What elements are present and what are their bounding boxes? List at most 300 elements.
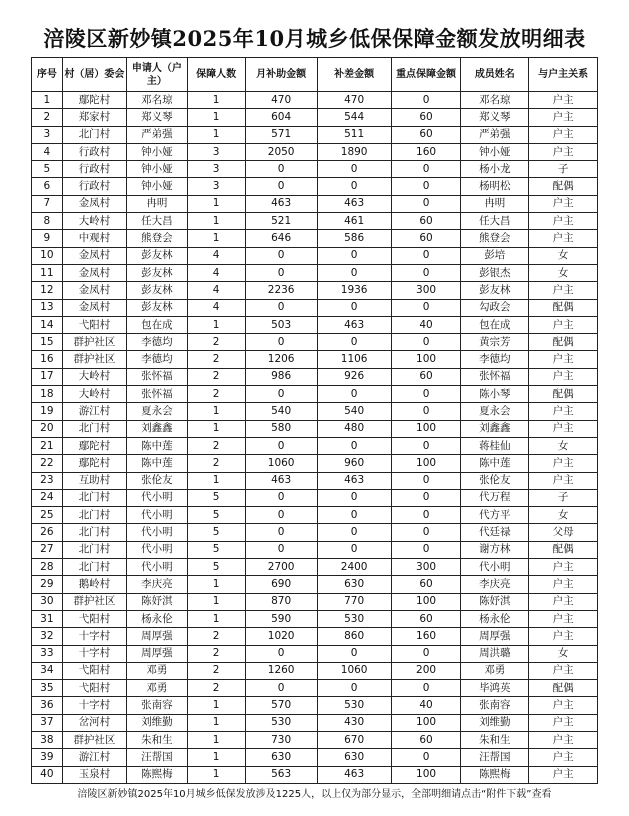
subsidy-cell: 521	[245, 213, 317, 230]
village-cell: 互助村	[62, 472, 127, 489]
key-cell: 0	[391, 472, 461, 489]
relation-cell: 女	[529, 507, 598, 524]
member-cell: 严弟强	[461, 126, 529, 143]
seq-cell: 29	[32, 576, 63, 593]
persons-cell: 2	[187, 628, 245, 645]
member-cell: 冉明	[461, 195, 529, 212]
member-cell: 杨永伦	[461, 610, 529, 627]
key-cell: 60	[391, 213, 461, 230]
seq-cell: 7	[32, 195, 63, 212]
subsidy-cell: 540	[245, 403, 317, 420]
relation-cell: 女	[529, 264, 598, 281]
applicant-cell: 刘维勤	[127, 714, 187, 731]
table-row	[32, 247, 598, 264]
relation-cell: 户主	[529, 731, 598, 748]
persons-cell: 2	[187, 334, 245, 351]
relation-cell: 户主	[529, 230, 598, 247]
key-cell: 60	[391, 731, 461, 748]
applicant-cell: 严弟强	[127, 126, 187, 143]
village-cell: 金凤村	[62, 195, 127, 212]
persons-cell: 2	[187, 437, 245, 454]
table-row	[32, 109, 598, 126]
key-cell: 100	[391, 593, 461, 610]
persons-cell: 3	[187, 178, 245, 195]
member-cell: 代廷禄	[461, 524, 529, 541]
subsidy-cell: 730	[245, 731, 317, 748]
relation-cell: 户主	[529, 576, 598, 593]
persons-cell: 2	[187, 680, 245, 697]
member-cell: 代小明	[461, 559, 529, 576]
subsidy-cell: 0	[245, 507, 317, 524]
member-cell: 勾政会	[461, 299, 529, 316]
applicant-cell: 陈妤淇	[127, 593, 187, 610]
relation-cell: 户主	[529, 126, 598, 143]
village-cell: 行政村	[62, 143, 127, 160]
applicant-cell: 刘鑫鑫	[127, 420, 187, 437]
subsidy-cell: 630	[245, 749, 317, 766]
village-cell: 北门村	[62, 507, 127, 524]
footer-row	[32, 783, 598, 801]
diff-cell: 0	[317, 161, 391, 178]
member-cell: 彭培	[461, 247, 529, 264]
subsidy-cell: 0	[245, 680, 317, 697]
applicant-cell: 李德均	[127, 351, 187, 368]
member-cell: 蒋桂仙	[461, 437, 529, 454]
relation-cell: 户主	[529, 213, 598, 230]
subsidy-cell: 0	[245, 334, 317, 351]
table-row	[32, 230, 598, 247]
page-title: 涪陵区新妙镇2025年10月城乡低保保障金额发放明细表	[43, 26, 586, 51]
subsidy-cell: 0	[245, 645, 317, 662]
village-cell: 北门村	[62, 524, 127, 541]
member-cell: 代方平	[461, 507, 529, 524]
member-cell: 周洪璐	[461, 645, 529, 662]
table-row	[32, 610, 598, 627]
seq-cell: 15	[32, 334, 63, 351]
seq-cell: 36	[32, 697, 63, 714]
key-cell: 0	[391, 749, 461, 766]
member-cell: 张怀福	[461, 368, 529, 385]
table-row	[32, 161, 598, 178]
diff-cell: 770	[317, 593, 391, 610]
key-cell: 0	[391, 645, 461, 662]
applicant-cell: 张怀福	[127, 368, 187, 385]
seq-cell: 12	[32, 282, 63, 299]
subsidy-cell: 0	[245, 437, 317, 454]
relation-cell: 户主	[529, 351, 598, 368]
member-cell: 熊登会	[461, 230, 529, 247]
key-cell: 160	[391, 143, 461, 160]
seq-cell: 32	[32, 628, 63, 645]
applicant-cell: 代小明	[127, 507, 187, 524]
village-cell: 群护社区	[62, 731, 127, 748]
relation-cell: 配偶	[529, 680, 598, 697]
subsidy-cell: 1260	[245, 662, 317, 679]
applicant-cell: 张伦友	[127, 472, 187, 489]
key-cell: 0	[391, 334, 461, 351]
key-cell: 0	[391, 437, 461, 454]
relation-cell: 户主	[529, 282, 598, 299]
member-cell: 代万程	[461, 489, 529, 506]
table-row	[32, 559, 598, 576]
key-cell: 160	[391, 628, 461, 645]
member-cell: 周厚强	[461, 628, 529, 645]
key-cell: 60	[391, 610, 461, 627]
village-cell: 大岭村	[62, 386, 127, 403]
seq-cell: 37	[32, 714, 63, 731]
seq-cell: 24	[32, 489, 63, 506]
relation-cell: 户主	[529, 316, 598, 333]
relation-cell: 配偶	[529, 541, 598, 558]
key-cell: 0	[391, 264, 461, 281]
village-cell: 行政村	[62, 178, 127, 195]
persons-cell: 1	[187, 230, 245, 247]
member-cell: 钟小娅	[461, 143, 529, 160]
col-key-header: 重点保障金额	[391, 58, 461, 92]
relation-cell: 户主	[529, 662, 598, 679]
diff-cell: 960	[317, 455, 391, 472]
applicant-cell: 任大昌	[127, 213, 187, 230]
village-cell: 十字村	[62, 645, 127, 662]
seq-cell: 34	[32, 662, 63, 679]
table-row	[32, 749, 598, 766]
diff-cell: 0	[317, 680, 391, 697]
member-cell: 李庆亮	[461, 576, 529, 593]
subsidy-cell: 0	[245, 161, 317, 178]
village-cell: 群护社区	[62, 351, 127, 368]
table-row	[32, 645, 598, 662]
table-row	[32, 680, 598, 697]
village-cell: 鹅岭村	[62, 576, 127, 593]
key-cell: 60	[391, 126, 461, 143]
table-row	[32, 593, 598, 610]
persons-cell: 1	[187, 403, 245, 420]
diff-cell: 463	[317, 195, 391, 212]
persons-cell: 1	[187, 126, 245, 143]
relation-cell: 户主	[529, 143, 598, 160]
table-row	[32, 195, 598, 212]
persons-cell: 2	[187, 386, 245, 403]
applicant-cell: 邓勇	[127, 662, 187, 679]
key-cell: 0	[391, 299, 461, 316]
relation-cell: 户主	[529, 403, 598, 420]
applicant-cell: 朱和生	[127, 731, 187, 748]
diff-cell: 0	[317, 507, 391, 524]
persons-cell: 1	[187, 593, 245, 610]
subsidy-cell: 0	[245, 247, 317, 264]
seq-cell: 25	[32, 507, 63, 524]
key-cell: 40	[391, 316, 461, 333]
diff-cell: 1890	[317, 143, 391, 160]
member-cell: 任大昌	[461, 213, 529, 230]
persons-cell: 1	[187, 714, 245, 731]
relation-cell: 户主	[529, 109, 598, 126]
diff-cell: 530	[317, 610, 391, 627]
table-row	[32, 489, 598, 506]
subsidy-cell: 2236	[245, 282, 317, 299]
table-row	[32, 282, 598, 299]
village-cell: 北门村	[62, 541, 127, 558]
seq-cell: 23	[32, 472, 63, 489]
diff-cell: 540	[317, 403, 391, 420]
applicant-cell: 包在成	[127, 316, 187, 333]
persons-cell: 3	[187, 161, 245, 178]
village-cell: 弋阳村	[62, 662, 127, 679]
persons-cell: 4	[187, 282, 245, 299]
applicant-cell: 陈中莲	[127, 455, 187, 472]
diff-cell: 1060	[317, 662, 391, 679]
table-row	[32, 351, 598, 368]
applicant-cell: 彭友林	[127, 299, 187, 316]
persons-cell: 5	[187, 524, 245, 541]
persons-cell: 5	[187, 541, 245, 558]
applicant-cell: 张怀福	[127, 386, 187, 403]
subsidy-cell: 563	[245, 766, 317, 783]
relation-cell: 户主	[529, 559, 598, 576]
village-cell: 玉泉村	[62, 766, 127, 783]
col-seq-header: 序号	[32, 58, 63, 92]
table-row	[32, 143, 598, 160]
village-cell: 游江村	[62, 749, 127, 766]
seq-cell: 5	[32, 161, 63, 178]
key-cell: 100	[391, 766, 461, 783]
member-cell: 陈熙梅	[461, 766, 529, 783]
persons-cell: 4	[187, 247, 245, 264]
subsidy-cell: 0	[245, 264, 317, 281]
subsidy-cell: 604	[245, 109, 317, 126]
relation-cell: 户主	[529, 714, 598, 731]
table-row	[32, 368, 598, 385]
persons-cell: 1	[187, 92, 245, 109]
table-row	[32, 507, 598, 524]
applicant-cell: 邓名琼	[127, 92, 187, 109]
col-subsidy-header: 月补助金额	[245, 58, 317, 92]
subsidy-cell: 0	[245, 299, 317, 316]
member-cell: 杨明松	[461, 178, 529, 195]
persons-cell: 5	[187, 507, 245, 524]
relation-cell: 配偶	[529, 334, 598, 351]
member-cell: 陈小琴	[461, 386, 529, 403]
diff-cell: 0	[317, 524, 391, 541]
table-row	[32, 714, 598, 731]
table-row	[32, 455, 598, 472]
table-row	[32, 731, 598, 748]
table-row	[32, 472, 598, 489]
relation-cell: 户主	[529, 195, 598, 212]
table-row	[32, 334, 598, 351]
key-cell: 0	[391, 403, 461, 420]
relation-cell: 户主	[529, 766, 598, 783]
member-cell: 彭银杰	[461, 264, 529, 281]
seq-cell: 28	[32, 559, 63, 576]
relation-cell: 女	[529, 437, 598, 454]
relation-cell: 子	[529, 161, 598, 178]
relation-cell: 女	[529, 645, 598, 662]
persons-cell: 1	[187, 472, 245, 489]
col-diff-header: 补差金额	[317, 58, 391, 92]
table-row	[32, 437, 598, 454]
persons-cell: 2	[187, 645, 245, 662]
village-cell: 金凤村	[62, 264, 127, 281]
header-row	[32, 58, 598, 92]
key-cell: 100	[391, 455, 461, 472]
subsidy-cell: 690	[245, 576, 317, 593]
persons-cell: 4	[187, 264, 245, 281]
member-cell: 张南容	[461, 697, 529, 714]
village-cell: 中观村	[62, 230, 127, 247]
member-cell: 刘鑫鑫	[461, 420, 529, 437]
village-cell: 大岭村	[62, 368, 127, 385]
applicant-cell: 郑义琴	[127, 109, 187, 126]
village-cell: 北门村	[62, 489, 127, 506]
seq-cell: 30	[32, 593, 63, 610]
diff-cell: 461	[317, 213, 391, 230]
village-cell: 郑家村	[62, 109, 127, 126]
seq-cell: 38	[32, 731, 63, 748]
key-cell: 0	[391, 92, 461, 109]
applicant-cell: 李庆亮	[127, 576, 187, 593]
applicant-cell: 代小明	[127, 524, 187, 541]
seq-cell: 27	[32, 541, 63, 558]
village-cell: 金凤村	[62, 299, 127, 316]
relation-cell: 户主	[529, 472, 598, 489]
persons-cell: 1	[187, 109, 245, 126]
member-cell: 陈中莲	[461, 455, 529, 472]
diff-cell: 586	[317, 230, 391, 247]
applicant-cell: 代小明	[127, 541, 187, 558]
subsidy-cell: 2050	[245, 143, 317, 160]
member-cell: 毕鸿英	[461, 680, 529, 697]
subsidy-cell: 530	[245, 714, 317, 731]
relation-cell: 户主	[529, 368, 598, 385]
subsidy-cell: 0	[245, 386, 317, 403]
seq-cell: 1	[32, 92, 63, 109]
diff-cell: 860	[317, 628, 391, 645]
member-cell: 黄宗芳	[461, 334, 529, 351]
relation-cell: 户主	[529, 92, 598, 109]
persons-cell: 4	[187, 299, 245, 316]
relation-cell: 子	[529, 489, 598, 506]
subsidy-cell: 870	[245, 593, 317, 610]
subsidy-cell: 0	[245, 489, 317, 506]
persons-cell: 2	[187, 368, 245, 385]
key-cell: 300	[391, 559, 461, 576]
persons-cell: 2	[187, 662, 245, 679]
diff-cell: 0	[317, 489, 391, 506]
applicant-cell: 钟小娅	[127, 143, 187, 160]
member-cell: 谢方林	[461, 541, 529, 558]
member-cell: 朱和生	[461, 731, 529, 748]
seq-cell: 17	[32, 368, 63, 385]
persons-cell: 1	[187, 749, 245, 766]
key-cell: 200	[391, 662, 461, 679]
subsidy-cell: 503	[245, 316, 317, 333]
member-cell: 汪帮国	[461, 749, 529, 766]
seq-cell: 2	[32, 109, 63, 126]
relation-cell: 女	[529, 247, 598, 264]
village-cell: 北门村	[62, 559, 127, 576]
table-row	[32, 576, 598, 593]
applicant-cell: 彭友林	[127, 264, 187, 281]
persons-cell: 5	[187, 489, 245, 506]
village-cell: 游江村	[62, 403, 127, 420]
table-row	[32, 213, 598, 230]
member-cell: 张伦友	[461, 472, 529, 489]
col-village-header: 村（居）委会	[62, 58, 127, 92]
relation-cell: 户主	[529, 628, 598, 645]
col-persons-header: 保障人数	[187, 58, 245, 92]
member-cell: 包在成	[461, 316, 529, 333]
diff-cell: 670	[317, 731, 391, 748]
applicant-cell: 周厚强	[127, 645, 187, 662]
diff-cell: 0	[317, 386, 391, 403]
village-cell: 鄢陀村	[62, 92, 127, 109]
table-row	[32, 766, 598, 783]
key-cell: 0	[391, 178, 461, 195]
relation-cell: 配偶	[529, 299, 598, 316]
member-cell: 彭友林	[461, 282, 529, 299]
diff-cell: 2400	[317, 559, 391, 576]
applicant-cell: 汪帮国	[127, 749, 187, 766]
subsidy-cell: 646	[245, 230, 317, 247]
relation-cell: 户主	[529, 420, 598, 437]
persons-cell: 3	[187, 143, 245, 160]
diff-cell: 0	[317, 299, 391, 316]
diff-cell: 463	[317, 316, 391, 333]
diff-cell: 0	[317, 247, 391, 264]
key-cell: 100	[391, 351, 461, 368]
key-cell: 0	[391, 386, 461, 403]
member-cell: 郑义琴	[461, 109, 529, 126]
applicant-cell: 周厚强	[127, 628, 187, 645]
diff-cell: 926	[317, 368, 391, 385]
key-cell: 100	[391, 714, 461, 731]
table-row	[32, 628, 598, 645]
subsidy-cell: 0	[245, 524, 317, 541]
persons-cell: 1	[187, 420, 245, 437]
diff-cell: 530	[317, 697, 391, 714]
persons-cell: 2	[187, 351, 245, 368]
subsidy-cell: 463	[245, 195, 317, 212]
key-cell: 0	[391, 680, 461, 697]
seq-cell: 35	[32, 680, 63, 697]
applicant-cell: 李德均	[127, 334, 187, 351]
persons-cell: 1	[187, 766, 245, 783]
col-applicant-header: 申请人（户主）	[127, 58, 187, 92]
key-cell: 0	[391, 247, 461, 264]
village-cell: 群护社区	[62, 593, 127, 610]
subsidy-cell: 1060	[245, 455, 317, 472]
village-cell: 弋阳村	[62, 610, 127, 627]
subsidy-cell: 570	[245, 697, 317, 714]
village-cell: 弋阳村	[62, 316, 127, 333]
relation-cell: 父母	[529, 524, 598, 541]
diff-cell: 0	[317, 541, 391, 558]
persons-cell: 5	[187, 559, 245, 576]
applicant-cell: 钟小娅	[127, 178, 187, 195]
seq-cell: 39	[32, 749, 63, 766]
applicant-cell: 彭友林	[127, 247, 187, 264]
relation-cell: 户主	[529, 697, 598, 714]
seq-cell: 19	[32, 403, 63, 420]
diff-cell: 480	[317, 420, 391, 437]
relation-cell: 户主	[529, 593, 598, 610]
table-row	[32, 403, 598, 420]
table-row	[32, 697, 598, 714]
subsidy-cell: 590	[245, 610, 317, 627]
member-cell: 李德均	[461, 351, 529, 368]
key-cell: 100	[391, 420, 461, 437]
